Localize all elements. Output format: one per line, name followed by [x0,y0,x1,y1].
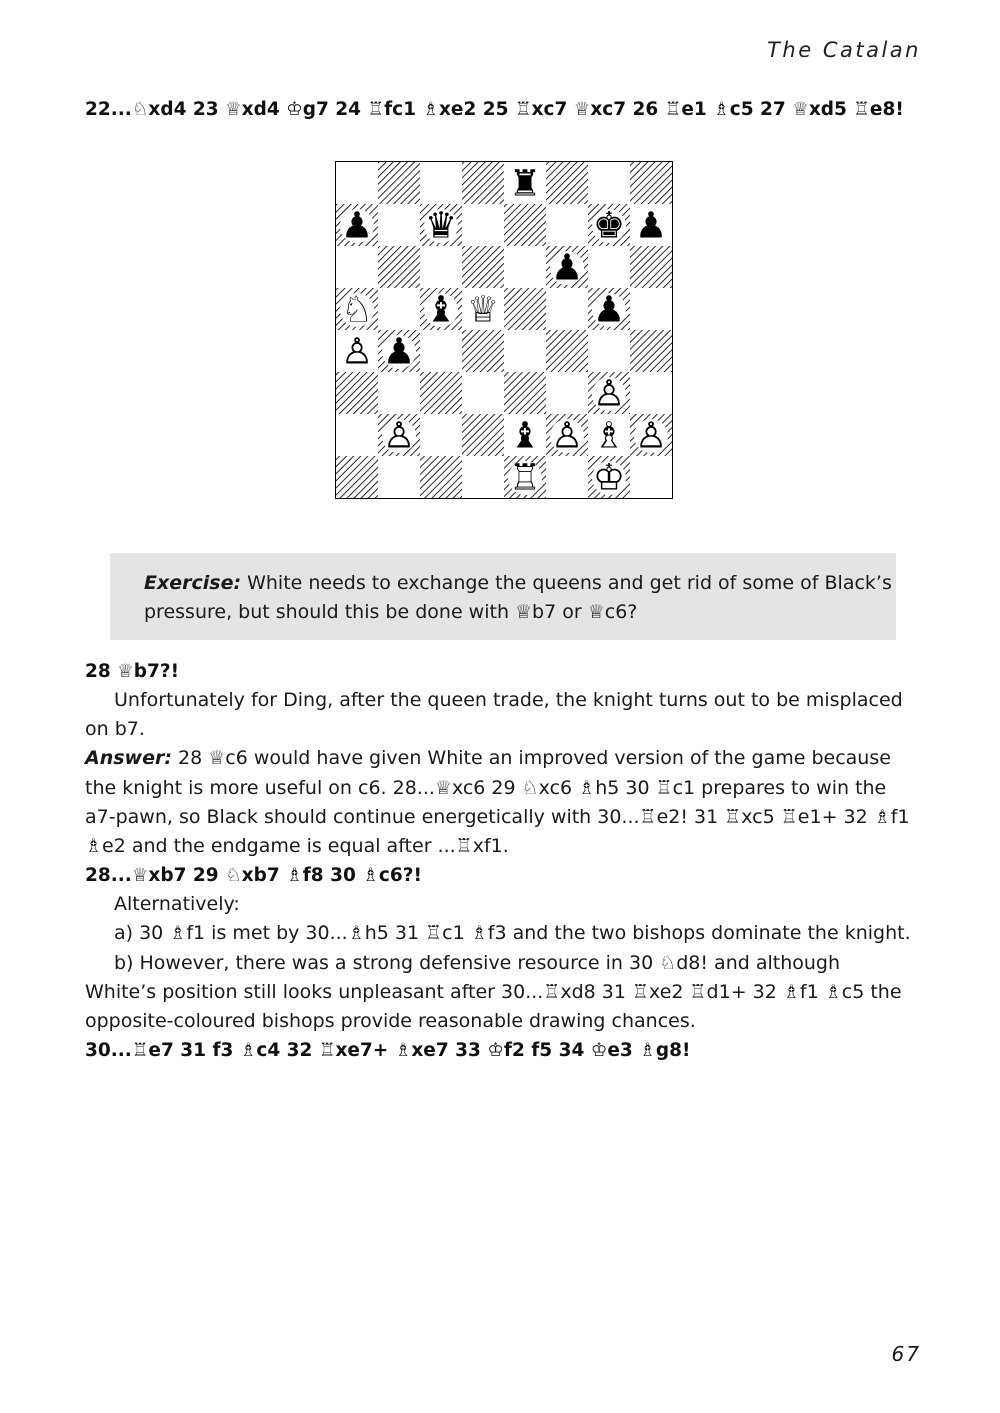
light-square [420,414,462,456]
white-knight-a5-icon: ♘ [340,289,374,331]
white-pawn-a4-icon: ♙ [340,331,374,373]
black-queen-c7-icon: ♛ [424,205,458,247]
dark-square [504,204,546,246]
black-pawn-f6-icon: ♟ [550,247,584,289]
light-square [336,246,378,288]
move-line-28-reply: 28...♕xb7 29 ♘xb7 ♗f8 30 ♗c6?! [85,865,422,887]
white-pawn-f2-icon: ♙ [550,415,584,457]
light-square [546,372,588,414]
dark-square [378,162,420,204]
exercise-label: Exercise: [144,572,242,594]
paragraph-option-a: a) 30 ♗f1 is met by 30...♗h5 31 ♖c1 ♗f3 and the two bishops dominate the knight. [114,922,911,945]
answer-label: Answer: [85,747,172,770]
dark-square [462,330,504,372]
light-square [378,456,420,498]
move-line-22: 22...♘xd4 23 ♕xd4 ♔g7 24 ♖fc1 ♗xe2 25 ♖xc7 ♕xc7 26 ♖e1 ♗c5 27 ♕xd5 ♖e8! [85,99,904,120]
dark-square [420,456,462,498]
paragraph-misplaced-knight: Unfortunately for Ding, after the queen trade, the knight turns out to be misplaced on b7. [85,689,903,741]
white-queen-d5-icon: ♕ [466,289,500,331]
white-bishop-g2-icon: ♗ [592,415,626,457]
light-square [420,330,462,372]
black-pawn-h7-icon: ♟ [634,205,668,247]
dark-square [336,456,378,498]
dark-square [462,414,504,456]
black-bishop-e2-icon: ♝ [508,415,542,457]
exercise-question: White needs to exchange the queens and get rid of some of Black’s pressure, but should this be done with ♕b7 or ♕c6? [144,572,892,623]
black-pawn-b4-icon: ♟ [382,331,416,373]
light-square [504,246,546,288]
light-square [546,456,588,498]
light-square [336,414,378,456]
light-square [588,162,630,204]
paragraph-option-b: b) However, there was a strong defensive resource in 30 ♘d8! and although White’s position still looks unpleasant after 30...♖xd8 31 ♖xe2 ♖d1+ 32 ♗f1 ♗c5 the opposite-coloured bishops provide reasonable drawing chances. [85,951,902,1033]
answer-paragraph [85,744,913,861]
dark-square [462,162,504,204]
light-square [462,456,504,498]
black-pawn-g5-icon: ♟ [592,289,626,331]
black-bishop-c5-icon: ♝ [424,289,458,331]
light-square [546,204,588,246]
answer-text: 28 ♕c6 would have given White an improved version of the game because the knight is more useful on c6. 28...♕xc6 29 ♘xc6 ♗h5 30 ♖c1 prepares to win the a7-pawn, so Black should continue energetically with 30...♖e2! 31 ♖xc5 ♖e1+ 32 ♗f1 ♗e2 and the endgame is equal after ...♖xf1. [85,747,910,858]
paragraph-alternatively: Alternatively: [114,893,240,916]
light-square [378,372,420,414]
exercise-text [144,569,896,627]
light-square [378,288,420,330]
dark-square [504,288,546,330]
light-square [630,288,672,330]
white-rook-e1-icon: ♖ [508,457,542,498]
move-line-28: 28 ♕b7?! [85,661,180,682]
dark-square [420,372,462,414]
chess-board [336,162,672,498]
black-king-g7-icon: ♚ [592,205,626,247]
light-square [546,288,588,330]
black-rook-e8-icon: ♜ [508,163,542,205]
dark-square [630,162,672,204]
dark-square [546,330,588,372]
dark-square [462,246,504,288]
light-square [630,456,672,498]
dark-square [630,330,672,372]
black-pawn-a7-icon: ♟ [340,205,374,247]
dark-square [546,162,588,204]
white-pawn-g3-icon: ♙ [592,373,626,415]
exercise-box [110,553,896,640]
light-square [420,246,462,288]
dark-square [504,372,546,414]
white-king-g1-icon: ♔ [592,457,626,498]
dark-square [378,246,420,288]
light-square [462,204,504,246]
commentary [85,657,913,1065]
chess-diagram [335,161,673,499]
light-square [462,372,504,414]
white-pawn-b2-icon: ♙ [382,415,416,457]
light-square [420,162,462,204]
dark-square [336,372,378,414]
light-square [588,246,630,288]
light-square [504,330,546,372]
move-line-30: 30...♖e7 31 f3 ♗c4 32 ♖xe7+ ♗xe7 33 ♔f2 f5 34 ♔e3 ♗g8! [85,1040,691,1062]
page-number: 67 [891,1342,921,1366]
light-square [630,372,672,414]
light-square [336,162,378,204]
light-square [378,204,420,246]
dark-square [630,246,672,288]
light-square [588,330,630,372]
running-title: The Catalan [767,38,921,62]
white-pawn-h2-icon: ♙ [634,415,668,457]
